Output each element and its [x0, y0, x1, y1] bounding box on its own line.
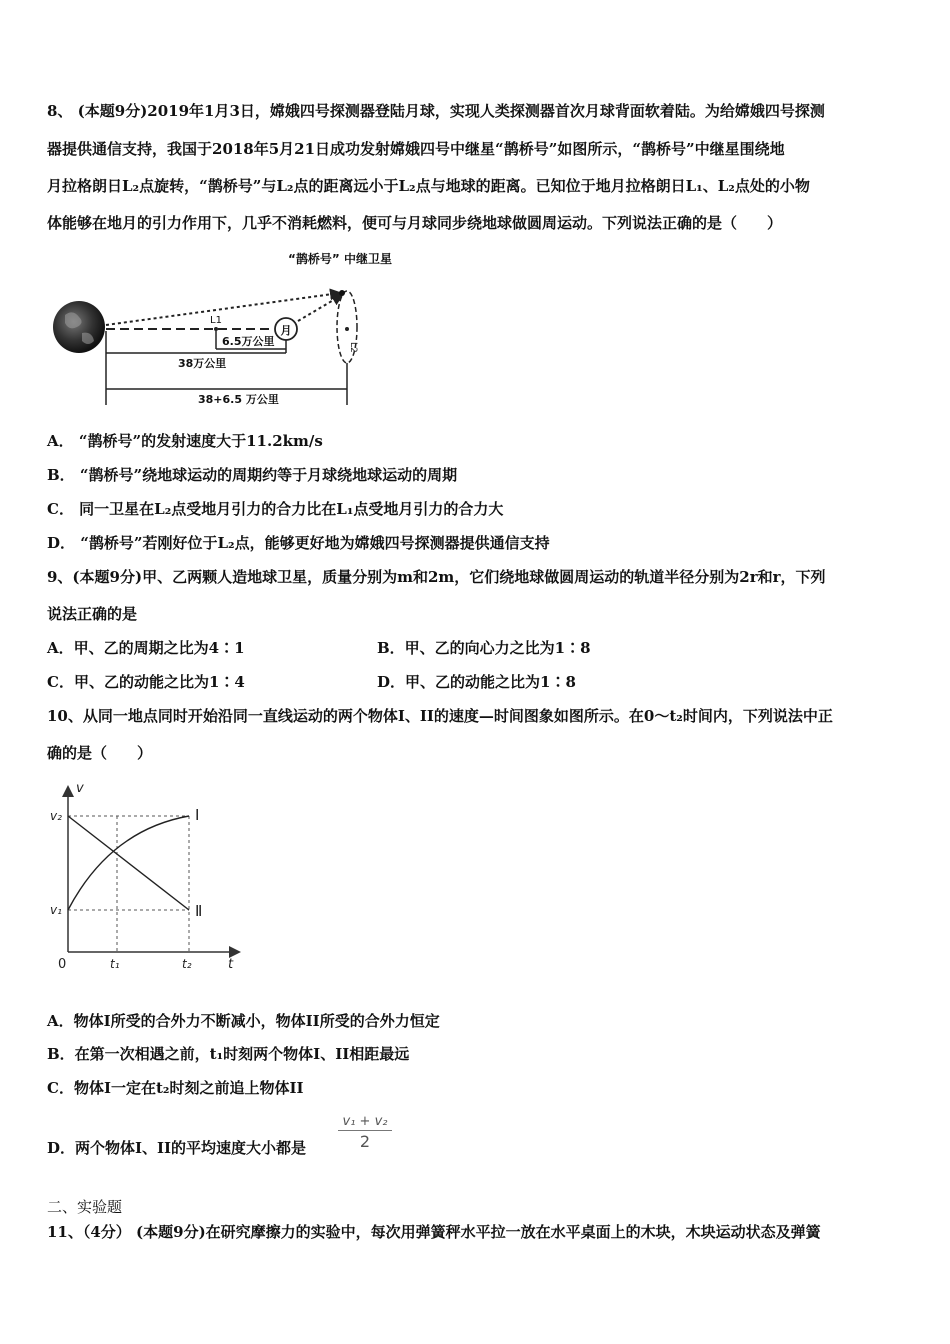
q9-option-d: D．甲、乙的动能之比为1∶8	[377, 673, 576, 691]
q10-text-line-2: 确的是（ ）	[47, 744, 153, 762]
relay-satellite-icon	[339, 290, 345, 296]
distance-earth-moon: 38万公里	[178, 357, 227, 370]
line-ii	[68, 816, 189, 910]
q9-text-line-1: 9、(本题9分)甲、乙两颗人造地球卫星，质量分别为m和2m，它们绕地球做圆周运动的轨道半径分别为2r和r，下列	[47, 568, 826, 586]
satellite-label: “鹊桥号” 中继卫星	[288, 252, 392, 266]
q8-text-line-3: 月拉格朗日L₂点旋转，“鹊桥号”与L₂点的距离远小于L₂点与地球的距离。已知位于地月拉格朗日L₁、L₂点处的小物	[47, 177, 810, 195]
t-axis-label: t	[228, 957, 234, 972]
q8-option-b: B． “鹊桥号”绕地球运动的周期约等于月球绕地球运动的周期	[47, 466, 458, 484]
l1-point	[214, 327, 218, 331]
q8-text-line-4: 体能够在地月的引力作用下，几乎不消耗燃料，便可与月球同步绕地球做圆周运动。下列说法正确的是（ ）	[47, 214, 783, 232]
q10-option-c: C．物体I一定在t₂时刻之前追上物体II	[47, 1079, 304, 1097]
q10-option-a: A．物体I所受的合外力不断减小，物体II所受的合外力恒定	[47, 1012, 440, 1030]
distance-earth-l2: 38+6.5 万公里	[198, 393, 279, 406]
earth-icon	[53, 301, 105, 353]
q9-option-b: B．甲、乙的向心力之比为1∶8	[377, 639, 591, 657]
average-velocity-fraction	[338, 1114, 392, 1151]
curve-i-label: I	[195, 806, 200, 824]
q9-option-c: C．甲、乙的动能之比为1∶4	[47, 673, 245, 691]
fraction-numerator: v₁ + v₂	[338, 1114, 392, 1131]
q8-option-d: D． “鹊桥号”若刚好位于L₂点，能够更好地为嫦娥四号探测器提供通信支持	[47, 534, 550, 552]
q10-option-d: D．两个物体I、II的平均速度大小都是	[47, 1139, 307, 1157]
q9-text-line-2: 说法正确的是	[47, 605, 138, 623]
fraction-denominator: 2	[359, 1132, 371, 1151]
v-axis-label: v	[76, 781, 84, 796]
earth-moon-lagrange-figure	[40, 245, 392, 415]
velocity-time-graph	[40, 780, 250, 975]
q10-text-line-1: 10、从同一地点同时开始沿同一直线运动的两个物体I、II的速度—时间图象如图所示。在0～t₂时间内，下列说法中正	[47, 707, 833, 725]
distance-l1-moon: 6.5万公里	[222, 335, 275, 348]
q11-text-line-1: 11、（4分） (本题9分)在研究摩擦力的实验中，每次用弹簧秤水平拉一放在水平桌面上的木块，木块运动状态及弹簧	[47, 1223, 821, 1241]
q10-option-b: B．在第一次相遇之前，t₁时刻两个物体I、II相距最远	[47, 1045, 410, 1063]
q8-option-c: C． 同一卫星在L₂点受地月引力的合力比在L₁点受地月引力的合力大	[47, 500, 504, 518]
q8-text-line-2: 器提供通信支持，我国于2018年5月21日成功发射嫦娥四号中继星“鹊桥号”如图所示，“鹊桥号”中继星围绕地	[47, 140, 785, 158]
q8-text-line-1: 8、 (本题9分)2019年1月3日，嫦娥四号探测器登陆月球，实现人类探测器首次月球背面软着陆。为给嫦娥四号探测	[47, 102, 825, 120]
q8-option-a: A． “鹊桥号”的发射速度大于11.2km/s	[47, 432, 323, 450]
l2-point	[345, 327, 349, 331]
l2-label: L2	[348, 342, 358, 353]
origin-label: 0	[58, 957, 67, 972]
t2-label: t₂	[182, 957, 192, 971]
v1-label: v₁	[50, 903, 62, 917]
line-ii-label: Ⅱ	[195, 902, 203, 920]
moon-satellite-link	[298, 295, 342, 321]
t1-label: t₁	[110, 957, 120, 971]
v2-label: v₂	[50, 809, 62, 823]
moon-icon	[275, 318, 297, 340]
svg-text:月: 月	[280, 324, 292, 337]
section-title-experiment: 二、实验题	[47, 1198, 123, 1216]
earth-satellite-link	[106, 293, 340, 325]
l1-label: L1	[210, 315, 222, 326]
q9-option-a: A．甲、乙的周期之比为4∶1	[47, 639, 245, 657]
